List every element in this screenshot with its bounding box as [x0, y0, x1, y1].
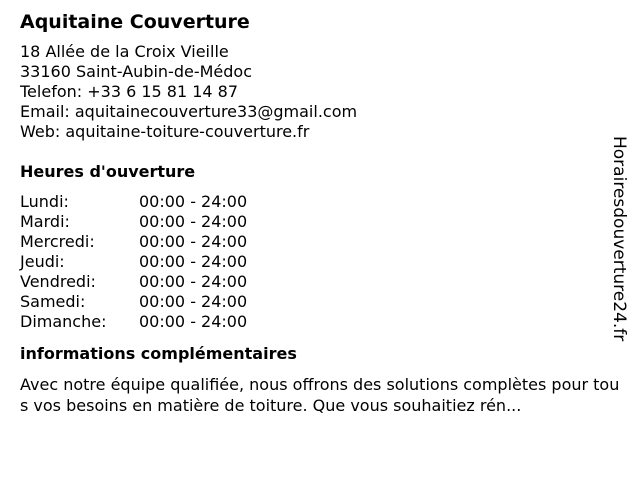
additional-info-title: informations complémentaires	[20, 344, 297, 363]
hours-day-label: Samedi:	[20, 292, 86, 311]
email-line: Email: aquitainecouverture33@gmail.com	[20, 102, 358, 121]
hours-day-label: Dimanche:	[20, 312, 107, 331]
web-line: Web: aquitaine-toiture-couverture.fr	[20, 122, 310, 141]
hours-day-label: Mercredi:	[20, 232, 95, 251]
hours-day-label: Mardi:	[20, 212, 70, 231]
address-line-1: 18 Allée de la Croix Vieille	[20, 42, 229, 61]
address-line-2: 33160 Saint-Aubin-de-Médoc	[20, 62, 252, 81]
hours-time-value: 00:00 - 24:00	[139, 292, 248, 311]
hours-time-value: 00:00 - 24:00	[139, 232, 248, 251]
hours-row-saturday	[20, 292, 610, 312]
phone-line: Telefon: +33 6 15 81 14 87	[20, 82, 239, 101]
site-watermark	[608, 136, 630, 344]
additional-info-text: Avec notre équipe qualifiée, nous offrons des solutions complètes pour tous vos besoins en matière de toiture. Que vous souhaitiez rén...	[20, 375, 620, 415]
hours-row-thursday	[20, 252, 610, 272]
hours-time-value: 00:00 - 24:00	[139, 212, 248, 231]
opening-hours-table	[20, 192, 610, 332]
business-name: Aquitaine Couverture	[20, 11, 250, 33]
hours-day-label: Jeudi:	[20, 252, 65, 271]
hours-row-wednesday	[20, 232, 610, 252]
hours-row-tuesday	[20, 212, 610, 232]
hours-time-value: 00:00 - 24:00	[139, 272, 248, 291]
hours-time-value: 00:00 - 24:00	[139, 252, 248, 271]
hours-day-label: Lundi:	[20, 192, 69, 211]
opening-hours-title: Heures d'ouverture	[20, 162, 196, 181]
hours-time-value: 00:00 - 24:00	[139, 192, 248, 211]
hours-time-value: 00:00 - 24:00	[139, 312, 248, 331]
hours-row-monday	[20, 192, 610, 212]
hours-row-friday	[20, 272, 610, 292]
site-watermark-text: Horairesdouverture24.fr	[609, 136, 629, 342]
hours-day-label: Vendredi:	[20, 272, 96, 291]
contact-block	[20, 42, 610, 142]
hours-row-sunday	[20, 312, 610, 332]
